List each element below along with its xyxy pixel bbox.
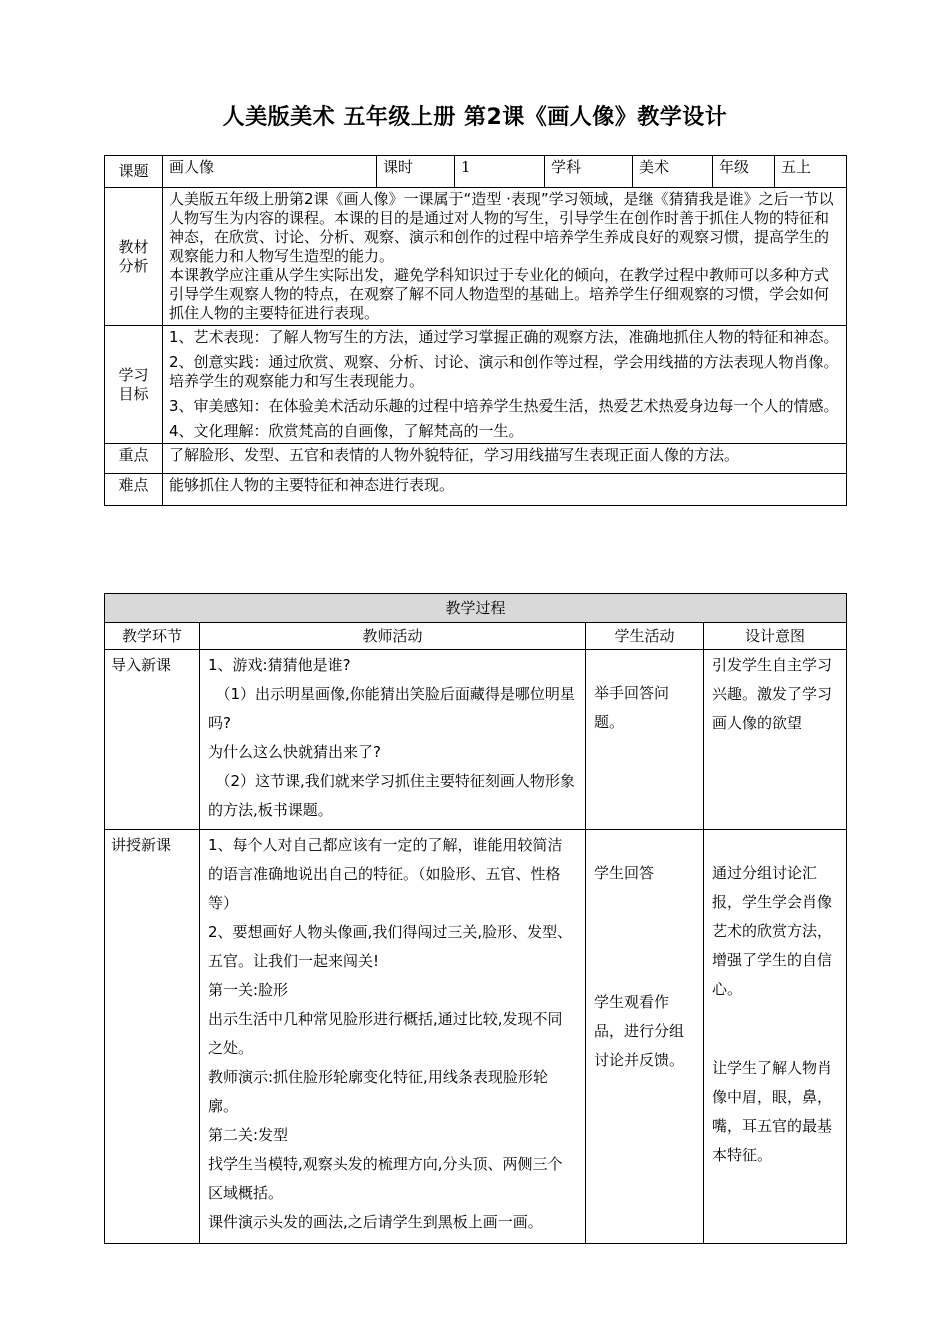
teacher-line: 出示生活中几种常见脸形进行概括,通过比较,发现不同之处。 (208, 1010, 563, 1057)
intent-line: 引发学生自主学习兴趣。激发了学习画人像的欲望 (712, 656, 833, 732)
analysis-label (105, 188, 163, 326)
teacher-line: 为什么这么快就猜出来了? (208, 743, 381, 761)
design-intent-cell (704, 830, 847, 1244)
grade-label: 年级 (713, 156, 775, 188)
teacher-line: 第二关:发型 (208, 1126, 289, 1144)
subject-value: 美术 (633, 156, 713, 188)
teacher-line: 找学生当模特,观察头发的梳理方向,分头顶、两侧三个区域概括。 (208, 1155, 563, 1202)
teacher-line: 教师演示:抓住脸形轮廓变化特征,用线条表现脸形轮廓。 (208, 1068, 548, 1115)
analysis-label-text: 教材分析 (118, 237, 149, 275)
column-header-intent: 设计意图 (704, 623, 847, 650)
key-point-label: 重点 (105, 444, 163, 474)
teaching-process-table (104, 593, 847, 1244)
objective-item: 2、创意实践：通过欣赏、观察、分析、讨论、演示和创作等过程，学会用线描的方法表现人物肖像。培养学生的观察能力和写生表现能力。 (169, 353, 839, 390)
teacher-line: 1、游戏:猜猜他是谁? (208, 656, 351, 674)
teacher-line: 2、要想画好人物头像画,我们得闯过三关,脸形、发型、五官。让我们一起来闯关! (208, 923, 573, 970)
topic-label: 课题 (105, 156, 163, 188)
teacher-line: 课件演示头发的画法,之后请学生到黑板上画一画。 (208, 1213, 543, 1231)
teacher-line: （2）这节课,我们就来学习抓住主要特征刻画人物形象的方法,板书课题。 (208, 772, 575, 819)
difficulty-label: 难点 (105, 474, 163, 506)
stage-cell: 讲授新课 (105, 830, 200, 1244)
intent-line: 让学生了解人物肖像中眉，眼，鼻，嘴，耳五官的最基本特征。 (712, 1059, 833, 1164)
page-title: 人美版美术 五年级上册 第2课《画人像》教学设计 (222, 105, 728, 130)
key-point-value: 了解脸形、发型、五官和表情的人物外貌特征，学习用线描写生表现正面人像的方法。 (163, 444, 847, 474)
objectives-content (163, 326, 847, 444)
stage-cell: 导入新课 (105, 650, 200, 830)
hours-label: 课时 (377, 156, 455, 188)
teacher-activity-cell (200, 650, 586, 830)
topic-value: 画人像 (163, 156, 377, 188)
student-line: 举手回答问题。 (594, 684, 670, 731)
student-line: 学生观看作品，进行分组讨论并反馈。 (594, 993, 685, 1069)
analysis-content (163, 188, 847, 326)
analysis-paragraph-2: 本课教学应注重从学生实际出发，避免学科知识过于专业化的倾向，在教学过程中教师可以多种方式引导学生观察人物的特点，在观察了解不同人物造型的基础上。培养学生仔细观察的习惯，学会如何抓住人物的主要特征进行表现。 (169, 266, 830, 322)
analysis-paragraph-1: 人美版五年级上册第2课《画人像》一课属于“造型 ·表现”学习领域，是继《猜猜我是谁》之后一节以人物写生为内容的课程。本课的目的是通过对人物的写生，引导学生在创作时善于抓住人物的特征和神态，在欣赏、讨论、分析、观察、演示和创作的过程中培养学生养成良好的观察习惯，提高学生的观察能力和人物写生造型的能力。 (169, 190, 834, 265)
subject-label: 学科 (545, 156, 633, 188)
column-header-student: 学生活动 (586, 623, 704, 650)
objective-item: 3、审美感知：在体验美术活动乐趣的过程中培养学生热爱生活，热爱艺术热爱身边每一个人的情感。 (169, 397, 839, 415)
objectives-label-text: 学习目标 (118, 365, 149, 403)
teacher-line: （1）出示明星画像,你能猜出笑脸后面藏得是哪位明星吗? (208, 685, 575, 732)
lesson-info-table (104, 155, 847, 506)
objective-item: 4、文化理解：欣赏梵高的自画像，了解梵高的一生。 (169, 422, 524, 440)
student-activity-cell (586, 830, 704, 1244)
student-activity-cell (586, 650, 704, 830)
column-header-stage: 教学环节 (105, 623, 200, 650)
design-intent-cell (704, 650, 847, 830)
grade-value: 五上 (775, 156, 847, 188)
teacher-activity-cell (200, 830, 586, 1244)
student-line: 学生回答 (594, 864, 655, 882)
teacher-line: 第一关:脸形 (208, 981, 289, 999)
hours-value: 1 (455, 156, 545, 188)
teacher-line: 1、每个人对自己都应该有一定的了解，谁能用较简洁的语言准确地说出自己的特征。（如脸形、五官、性格等） (208, 836, 563, 912)
objectives-label (105, 326, 163, 444)
objective-item: 1、艺术表现：了解人物写生的方法，通过学习掌握正确的观察方法，准确地抓住人物的特征和神态。 (169, 328, 839, 346)
difficulty-value: 能够抓住人物的主要特征和神态进行表现。 (163, 474, 847, 506)
intent-line: 通过分组讨论汇报，学生学会肖像艺术的欣赏方法，增强了学生的自信心。 (712, 864, 833, 998)
column-header-teacher: 教师活动 (200, 623, 586, 650)
process-header: 教学过程 (105, 594, 847, 623)
